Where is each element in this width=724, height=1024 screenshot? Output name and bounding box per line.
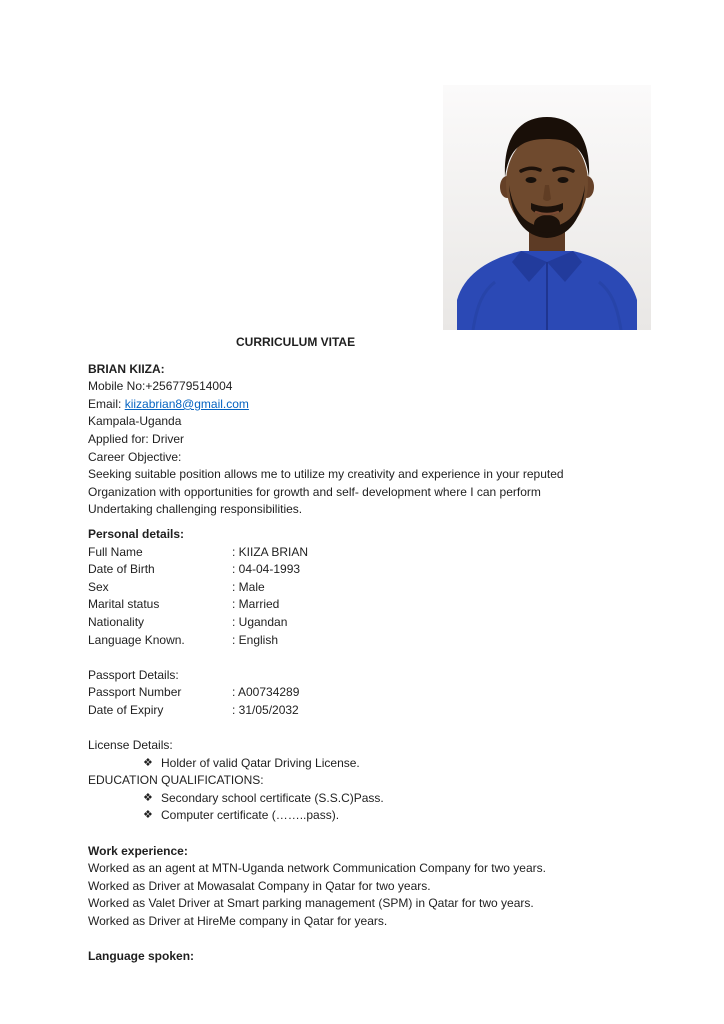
detail-row — [88, 579, 600, 597]
career-objective-text: Seeking suitable position allows me to utilize my creativity and experience in your reputed Organization with opportunities for growth and self- development where I can perform Undertaking challenging responsibilities. — [88, 467, 564, 517]
spacer — [88, 825, 600, 843]
page-title: CURRICULUM VITAE — [236, 335, 356, 349]
location-line: Kampala-Uganda — [88, 414, 182, 429]
detail-row — [88, 684, 600, 702]
detail-label: Date of Birth — [88, 562, 155, 577]
email-link[interactable]: kiizabrian8@gmail.com — [124, 396, 249, 411]
portrait-photo-graphic — [443, 85, 651, 330]
detail-value: : 31/05/2032 — [232, 702, 299, 717]
email-line — [88, 396, 600, 414]
diamond-bullet-icon: ❖ — [143, 791, 153, 804]
detail-row — [88, 544, 600, 562]
detail-row — [88, 614, 600, 632]
education-item — [88, 790, 600, 808]
detail-label: Date of Expiry — [88, 702, 164, 717]
detail-value: : 04-04-1993 — [232, 562, 301, 577]
education-item-text: Secondary school certificate (S.S.C)Pass. — [161, 790, 384, 805]
personal-details-heading: Personal details: — [88, 526, 185, 541]
diamond-bullet-icon: ❖ — [143, 809, 153, 822]
candidate-name: BRIAN KIIZA: — [88, 361, 165, 376]
career-objective-label: Career Objective: — [88, 449, 182, 464]
work-experience-heading: Work experience: — [88, 843, 188, 858]
detail-value: : Married — [232, 597, 280, 612]
detail-value: : English — [232, 632, 279, 647]
detail-value: : Ugandan — [232, 614, 288, 629]
detail-row — [88, 702, 600, 720]
work-experience-item: Worked as an agent at MTN-Uganda network Communication Company for two years. — [88, 861, 546, 876]
detail-row — [88, 596, 600, 614]
detail-label: Full Name — [88, 544, 143, 559]
education-qualifications-heading: EDUCATION QUALIFICATIONS: — [88, 773, 264, 788]
education-item — [88, 807, 600, 825]
profile-photo — [443, 85, 651, 330]
license-item-text: Holder of valid Qatar Driving License. — [161, 755, 360, 770]
email-label: Email: — [88, 396, 125, 411]
detail-value: : Male — [232, 579, 265, 594]
passport-details-heading: Passport Details: — [88, 667, 179, 682]
education-item-text: Computer certificate (……..pass). — [161, 808, 340, 823]
detail-row — [88, 632, 600, 650]
detail-label: Language Known. — [88, 632, 185, 647]
detail-value: : A00734289 — [232, 685, 300, 700]
spacer — [88, 719, 600, 737]
detail-row — [88, 561, 600, 579]
license-details-heading: License Details: — [88, 738, 173, 753]
language-spoken-heading: Language spoken: — [88, 949, 195, 964]
license-item — [88, 755, 600, 773]
diamond-bullet-icon: ❖ — [143, 756, 153, 769]
spacer — [88, 519, 600, 526]
spacer — [88, 649, 600, 667]
detail-label: Passport Number — [88, 685, 182, 700]
detail-label: Marital status — [88, 597, 160, 612]
work-experience-item: Worked as Driver at HireMe company in Qatar for years. — [88, 914, 388, 928]
detail-value: : KIIZA BRIAN — [232, 544, 309, 559]
detail-label: Nationality — [88, 614, 145, 629]
cv-content — [88, 334, 600, 966]
work-experience-item: Worked as Driver at Mowasalat Company in Qatar for two years. — [88, 878, 431, 893]
mobile-line: Mobile No:+256779514004 — [88, 379, 233, 394]
detail-label: Sex — [88, 579, 109, 594]
work-experience-item: Worked as Valet Driver at Smart parking management (SPM) in Qatar for two years. — [88, 896, 534, 911]
spacer — [88, 931, 600, 949]
applied-for-line: Applied for: Driver — [88, 431, 185, 446]
